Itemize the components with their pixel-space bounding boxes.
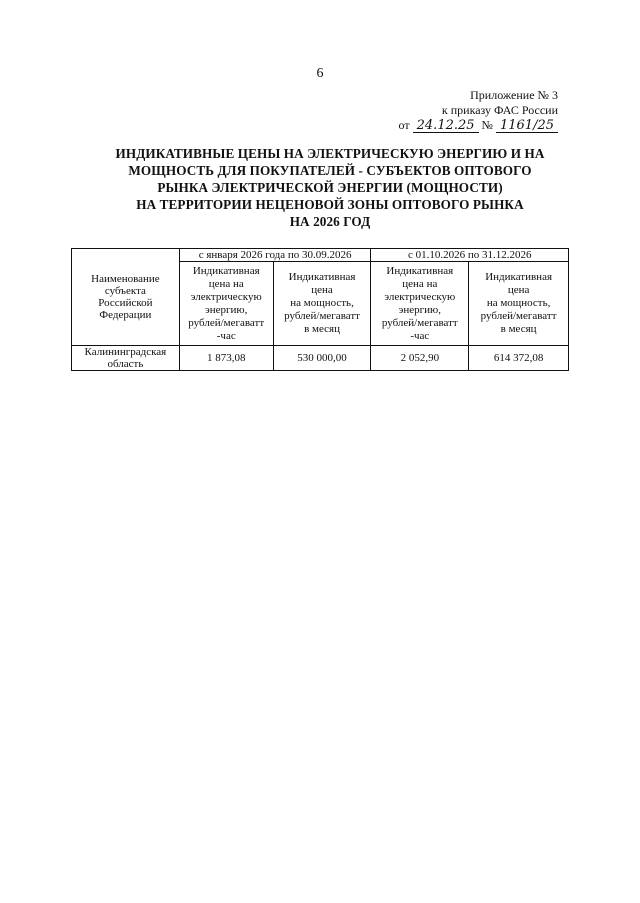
number-label: № xyxy=(481,118,493,132)
order-date: 24.12.25 xyxy=(413,119,479,133)
energy-price-header-period-1: Индикативная цена на электрическую энергию, рублей/мегаватт -час xyxy=(179,262,273,346)
region-column-header: Наименование субъекта Российской Федерации xyxy=(72,249,180,346)
appendix-date-number-line xyxy=(399,118,558,133)
capacity-price-header-period-1: Индикативная цена на мощность, рублей/мегаватт в месяц xyxy=(273,262,371,346)
period-1-header: с января 2026 года по 30.09.2026 xyxy=(179,249,371,262)
capacity-price-cell-period-1: 530 000,00 xyxy=(273,346,371,371)
energy-price-cell-period-1: 1 873,08 xyxy=(179,346,273,371)
title-line-4: НА ТЕРРИТОРИИ НЕЦЕНОВОЙ ЗОНЫ ОПТОВОГО РЫНКА xyxy=(136,197,524,212)
table-row xyxy=(72,346,569,371)
page-number: 6 xyxy=(316,66,324,81)
energy-price-header-period-2: Индикативная цена на электрическую энергию, рублей/мегаватт -час xyxy=(371,262,469,346)
capacity-price-cell-period-2: 614 372,08 xyxy=(469,346,569,371)
document-title xyxy=(100,145,560,230)
title-line-2: МОЩНОСТЬ ДЛЯ ПОКУПАТЕЛЕЙ - СУБЪЕКТОВ ОПТОВОГО xyxy=(128,163,532,178)
period-2-header: с 01.10.2026 по 31.12.2026 xyxy=(371,249,569,262)
capacity-price-header-period-2: Индикативная цена на мощность, рублей/мегаватт в месяц xyxy=(469,262,569,346)
region-cell: Калининградская область xyxy=(72,346,180,371)
appendix-order-reference: к приказу ФАС России xyxy=(441,103,558,117)
indicative-prices-table xyxy=(71,248,569,371)
energy-price-cell-period-2: 2 052,90 xyxy=(371,346,469,371)
appendix-title: Приложение № 3 xyxy=(470,88,558,102)
table-period-header-row xyxy=(72,249,569,262)
appendix-header xyxy=(399,88,558,133)
title-line-3: РЫНКА ЭЛЕКТРИЧЕСКОЙ ЭНЕРГИИ (МОЩНОСТИ) xyxy=(157,180,503,195)
title-line-5: НА 2026 ГОД xyxy=(289,214,371,229)
order-number: 1161/25 xyxy=(496,119,558,133)
from-label: от xyxy=(398,118,410,132)
title-line-1: ИНДИКАТИВНЫЕ ЦЕНЫ НА ЭЛЕКТРИЧЕСКУЮ ЭНЕРГИЮ И НА xyxy=(115,146,545,161)
